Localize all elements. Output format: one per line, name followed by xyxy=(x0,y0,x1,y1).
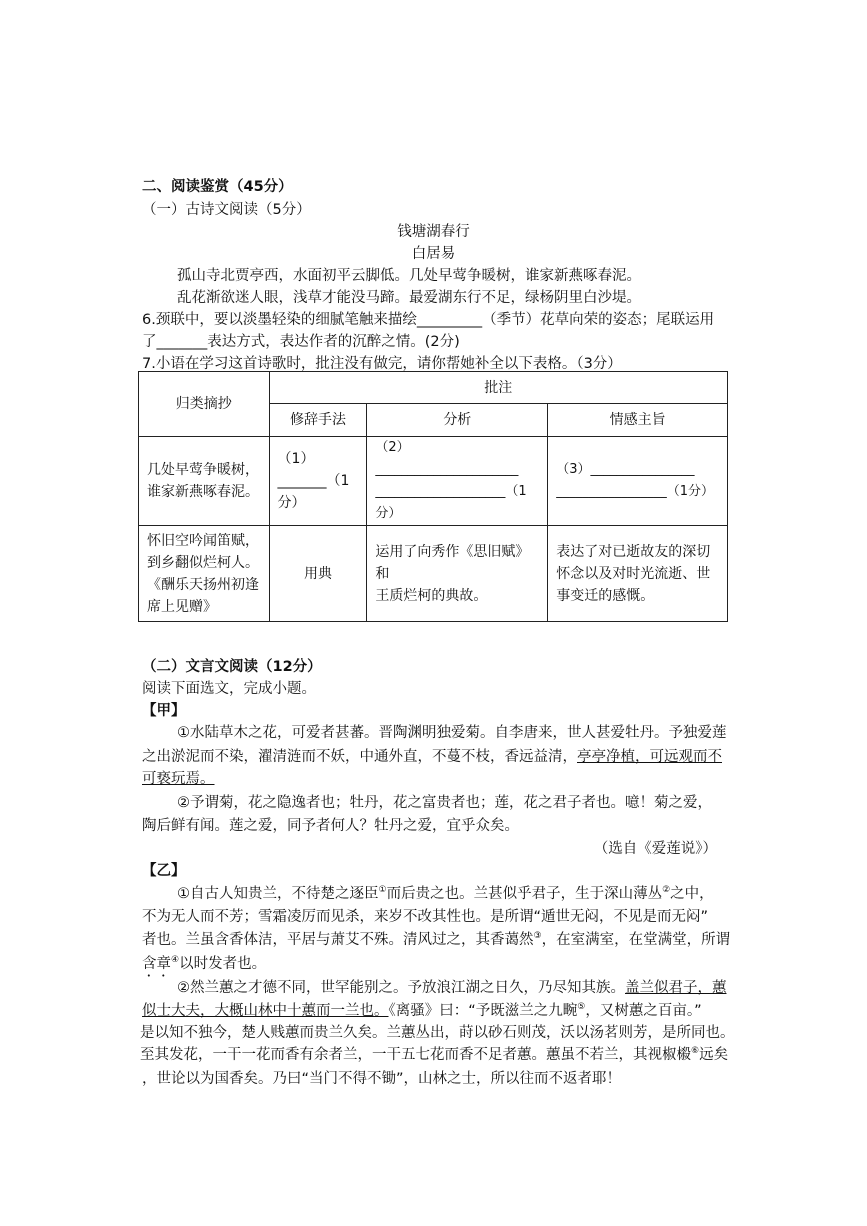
yi-p2-line-2 xyxy=(142,1000,702,1022)
jia-underlined-sentence: 亭亭净植，可远观而不 xyxy=(577,749,722,765)
footnote-marker: ⑥ xyxy=(691,1046,700,1057)
yi-p1-line-2: 不为无人而不芳；雪霜凌厉而见杀，来岁不改其性也。是所谓“遁世无闷，不见是而无闷” xyxy=(142,909,709,925)
row2-quote-line: 到乡翻似烂柯人。 xyxy=(147,554,259,571)
header-rhetoric: 修辞手法 xyxy=(269,404,367,437)
row2-emotion-line: 怀念以及对时光流逝、世 xyxy=(556,565,711,582)
row2-quote-line: 席上见赠》 xyxy=(147,598,217,615)
poem-author: 白居易 xyxy=(411,246,456,262)
question-7: 7.小语在学习这首诗歌时，批注没有做完，请你帮她补全以下表格。（3分） xyxy=(142,356,622,372)
row2-emotion-line: 事变迁的感慨。 xyxy=(556,587,655,604)
part2-instruction: 阅读下面选文，完成小题。 xyxy=(142,681,316,697)
row1-quote-line: 谁家新燕啄春泥。 xyxy=(147,484,259,500)
jia-label: 【甲】 xyxy=(142,703,186,719)
jia-p2-line-2: 陶后鲜有闻。莲之爱，同予者何人？牡丹之爱，宜乎众矣。 xyxy=(142,818,519,834)
row1-analysis-blank[interactable] xyxy=(367,437,548,526)
yi-p2-line-1 xyxy=(177,977,727,999)
row1-rhetoric-line: _______（1 xyxy=(277,473,350,489)
section-heading: 二、阅读鉴赏（45分） xyxy=(142,179,293,195)
yi-p1-line-1 xyxy=(177,883,714,905)
row2-analysis-line: 王质烂柯的典故。 xyxy=(375,587,488,604)
table-row xyxy=(139,526,728,622)
poem-line-2: 乱花渐欲迷人眼，浅草才能没马蹄。最爱湖东行不足，绿杨阴里白沙堤。 xyxy=(177,290,641,306)
yi-text: 以时发者也。 xyxy=(179,956,267,972)
yi-text: ②然兰蕙之才德不同，世罕能别之。予放浪江湖之日久，乃尽知其族。 xyxy=(177,980,625,996)
row1-analysis-line: （2）______________________ xyxy=(375,440,519,477)
yi-p2-line-5: ，世论以为国香矣。乃曰“当门不得不锄”，山林之士，所以往而不返者耶！ xyxy=(142,1071,622,1087)
row1-quote xyxy=(139,437,270,526)
yi-text: 至其发花，一干一花而香有余者兰，一干五七花而香不足者蕙。蕙虽不若兰，其视椒榝 xyxy=(140,1047,691,1063)
yi-text: 而后贵之也。兰甚似乎君子，生于深山薄丛 xyxy=(386,886,663,902)
row1-rhetoric-line: 分） xyxy=(277,495,306,511)
part2-heading: （二）文言文阅读（12分） xyxy=(142,659,322,675)
yi-p2-line-3: 是以知不独今，楚人贱蕙而贵兰久矣。兰蕙丛出，莳以砂石则茂，沃以汤茗则芳，是所同也。 xyxy=(140,1025,735,1041)
row1-emotion-line: _________________（1分） xyxy=(556,484,715,499)
header-analysis: 分析 xyxy=(367,404,548,437)
header-category: 归类摘抄 xyxy=(139,372,270,437)
yi-text: 之中， xyxy=(670,886,714,902)
row2-quote xyxy=(139,526,270,622)
jia-source: （选自《爱莲说》） xyxy=(593,841,717,857)
header-emotion: 情感主旨 xyxy=(548,404,728,437)
footnote-marker: ③ xyxy=(533,931,542,942)
yi-text: ，在室满室，在堂满堂，所谓 xyxy=(541,932,731,948)
table-row xyxy=(139,437,728,526)
row1-rhetoric-blank[interactable] xyxy=(269,437,367,526)
question-6-line-2: 了_______表达方式，表达作者的沉醉之情。(2分) xyxy=(142,334,460,350)
footnote-marker: ⑤ xyxy=(577,1002,586,1013)
row1-quote-line: 几处早莺争暖树， xyxy=(147,462,259,478)
jia-p1-line-2a: 之出淤泥而不染，濯清涟而不妖，中通外直，不蔓不枝，香远益清， xyxy=(142,749,577,765)
yi-p1-line-3 xyxy=(142,929,730,951)
poem-title: 钱塘湖春行 xyxy=(397,224,470,240)
row2-quote-line: 《酬乐天扬州初逢 xyxy=(147,576,259,593)
footnote-marker: ① xyxy=(378,885,387,896)
yi-p1-line-4 xyxy=(142,953,266,980)
yi-text: ①自古人知贵兰，不待楚之逐臣 xyxy=(177,886,379,902)
footnote-marker: ② xyxy=(662,885,671,896)
row2-analysis-line: 运用了向秀作《思旧赋》和 xyxy=(375,543,530,582)
yi-p2-line-4 xyxy=(140,1044,728,1066)
row2-rhetoric: 用典 xyxy=(269,526,367,622)
jia-p1-line-1: ①水陆草木之花，可爱者甚蕃。晋陶渊明独爱菊。自李唐来，世人甚爱牡丹。予独爱莲 xyxy=(177,725,727,741)
footnote-marker: ④ xyxy=(171,955,180,966)
row2-emotion-line: 表达了对已逝故友的深切 xyxy=(556,543,711,560)
jia-p1-line-2 xyxy=(142,746,722,768)
row2-quote-line: 怀旧空吟闻笛赋， xyxy=(147,532,259,549)
yi-text: 《离骚》曰：“予既滋兰之九畹 xyxy=(388,1003,578,1019)
yi-text: ，又树蕙之百亩。” xyxy=(585,1003,702,1019)
poem-line-1: 孤山寺北贾亭西，水面初平云脚低。几处早莺争暖树，谁家新燕啄春泥。 xyxy=(177,268,641,284)
jia-p1-line-3: 可亵玩焉。 xyxy=(142,771,215,787)
yi-emphasized-word: 含章 xyxy=(142,956,171,972)
yi-text: 远矣 xyxy=(699,1047,729,1063)
yi-underlined-sentence: 似士大夫，大概山林中十蕙而一兰也。 xyxy=(142,1003,389,1019)
annotation-table xyxy=(138,371,728,622)
row2-emotion xyxy=(548,526,728,622)
row1-rhetoric-line: （1） xyxy=(277,451,315,467)
row1-analysis-line: ____________________（1分） xyxy=(375,484,527,521)
part1-heading: （一）古诗文阅读（5分） xyxy=(142,202,311,218)
row1-emotion-line: （3）________________ xyxy=(556,462,695,477)
question-6-line-1: 6.颈联中，要以淡墨轻染的细腻笔触来描绘_________（季节）花草向荣的姿态；尾联运用 xyxy=(142,312,715,328)
header-annotation: 批注 xyxy=(269,372,727,404)
yi-text: 者也。兰虽含香体洁，平居与萧艾不殊。清风过之，其香蔼然 xyxy=(142,932,534,948)
row1-emotion-blank[interactable] xyxy=(548,437,728,526)
row2-analysis xyxy=(367,526,548,622)
yi-label: 【乙】 xyxy=(142,863,186,879)
jia-p2-line-1: ②予谓菊，花之隐逸者也；牡丹，花之富贵者也；莲，花之君子者也。噫！菊之爱， xyxy=(177,795,712,811)
yi-underlined-sentence: 盖兰似君子，蕙 xyxy=(625,980,727,996)
